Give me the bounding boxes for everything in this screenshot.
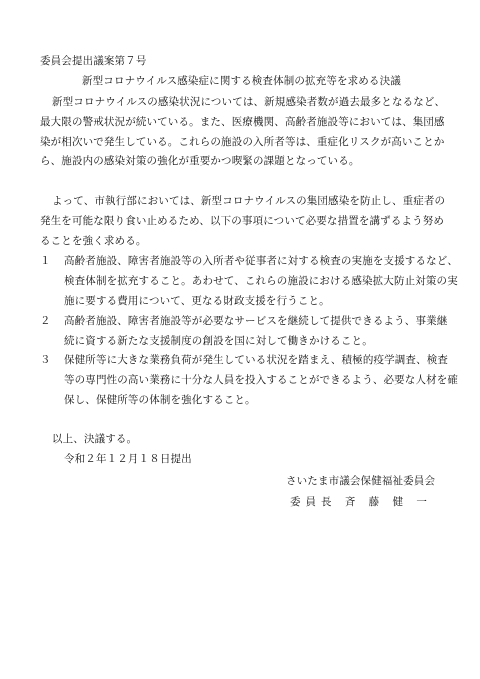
item-number: ２ (40, 315, 51, 327)
item-line: 保し、保健所等の体制を強化すること。 (64, 394, 256, 406)
paragraph-line: 新型コロナウイルスの感染状況については、新規感染者数が過去最多となるなど、 (52, 96, 446, 108)
item-line: 保健所等に大きな業務負荷が発生している状況を踏まえ、積極的疫学調査、検査 (64, 354, 449, 366)
paragraph-line: よって、市執行部においては、新型コロナウイルスの集団感染を防止し、重症者の (52, 195, 446, 207)
item-line: 高齢者施設、障害者施設等が必要なサービスを継続して提供できるよう、事業継 (64, 315, 448, 327)
paragraph-line: 発生を可能な限り食い止めるため、以下の事項について必要な措置を講ずるよう努め (40, 215, 445, 227)
paragraph-line: 染が相次いで発生している。これらの施設の入所者等は、重症化リスクが高いことか (40, 136, 445, 148)
submission-date: 令和２年１２月１８日提出 (64, 453, 192, 465)
item-number: １ (40, 255, 51, 267)
chairperson-name: 委員長 斉 藤 健 一 (290, 496, 432, 508)
paragraph-line: ら、施設内の感染対策の強化が重要かつ喫緊の課題となっている。 (40, 155, 360, 167)
closing-statement: 以上、決議する。 (52, 433, 138, 445)
committee-name: さいたま市議会保健福祉委員会 (286, 475, 436, 487)
item-number: ３ (40, 354, 51, 366)
paragraph-line: ることを強く求める。 (40, 235, 147, 247)
item-line: 続に資する新たな支援制度の創設を国に対して働きかけること。 (64, 335, 373, 347)
proposal-number: 委員会提出議案第７号 (40, 55, 147, 67)
item-line: 等の専門性の高い業務に十分な人員を投入することができるよう、必要な人材を確 (64, 374, 459, 386)
item-line: 検査体制を拡充すること。あわせて、これらの施設における感染拡大防止対策の実 (64, 275, 458, 287)
resolution-title: 新型コロナウイルス感染症に関する検査体制の拡充等を求める決議 (82, 75, 401, 87)
item-line: 施に要する費用について、更なる財政支援を行うこと。 (64, 295, 330, 307)
paragraph-line: 最大限の警戒状況が続いている。また、医療機関、高齢者施設等においては、集団感 (40, 116, 445, 128)
item-line: 高齢者施設、障害者施設等の入所者や従事者に対する検査の実施を支援するなど、 (64, 255, 459, 267)
